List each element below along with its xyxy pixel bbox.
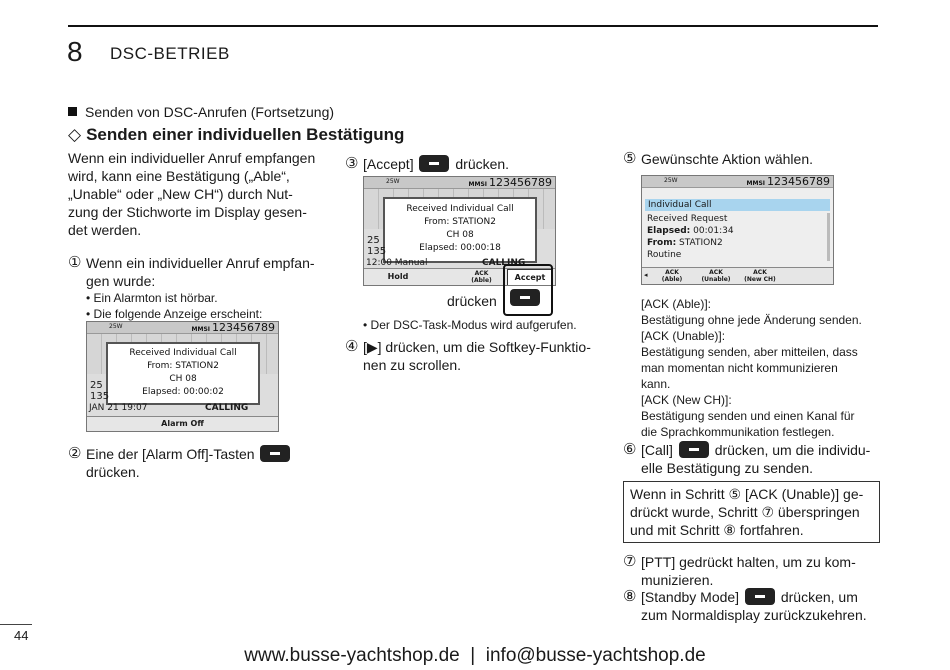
step-2-number: ② bbox=[68, 445, 82, 462]
square-bullet-icon bbox=[68, 107, 77, 116]
diamond-icon: ◇ bbox=[68, 125, 82, 144]
chapter-title: DSC-BETRIEB bbox=[110, 44, 230, 63]
accept-softkey[interactable]: Accept bbox=[507, 269, 553, 286]
minus-key-icon bbox=[745, 588, 775, 605]
step-3-number: ③ bbox=[345, 155, 359, 172]
minus-key-icon bbox=[679, 441, 709, 458]
step-4-text: [▶] drücken, um die Softkey-Funktio- nen zu scrollen. bbox=[363, 339, 591, 373]
step-3-note: • Der DSC-Task-Modus wird aufgerufen. bbox=[363, 318, 577, 332]
ack-definitions: [ACK (Able)]: Bestätigung ohne jede Änderung senden. [ACK (Unable)]: Bestätigung senden, aber mitteilen, dass man momentan nicht kommunizieren kann. [ACK (New CH)]: Bestätigung senden und einen Kanal für die Sprachkommunikation festlegen. bbox=[641, 297, 862, 439]
step-5-number: ⑤ bbox=[623, 150, 637, 167]
ack-able-softkey[interactable]: ACK (Able) bbox=[661, 269, 683, 283]
received-call-popup: Received Individual Call From: STATION2 CH 08 Elapsed: 00:00:02 bbox=[106, 342, 260, 405]
heading: ◇ Senden einer individuellen Bestätigung bbox=[68, 125, 405, 144]
ack-new-ch-softkey[interactable]: ACK (New CH) bbox=[744, 269, 776, 283]
ack-unable-softkey[interactable]: ACK (Unable) bbox=[701, 269, 731, 283]
radio-display-2: 25W MMSI 123456789 Received Individual Call From: STATION2 CH 08 Elapsed: 00:00:18 25 135 12:00 Manual CALLING Hold ACK (Able) Accept bbox=[363, 176, 556, 286]
section-title: Senden von DSC-Anrufen (Fortsetzung) bbox=[68, 104, 334, 120]
step-3-text: [Accept] drücken. bbox=[363, 156, 510, 172]
minus-key-icon bbox=[419, 155, 449, 172]
step-6-text: [Call] drücken, um die individu- elle Bestätigung zu senden. bbox=[641, 442, 871, 476]
press-label: drücken bbox=[447, 293, 497, 309]
step-1-text: Wenn ein individueller Anruf empfan- gen wurde: • Ein Alarmton ist hörbar. • Die folgende Anzeige erscheint: bbox=[86, 255, 315, 321]
radio-display-1: 25W MMSI 123456789 Received Individual Call From: STATION2 CH 08 Elapsed: 00:00:02 25 135 JAN 21 19:07 CALLING Alarm Off bbox=[86, 321, 279, 432]
scrollbar[interactable] bbox=[827, 213, 830, 261]
minus-key-icon bbox=[260, 445, 290, 462]
left-arrow-icon[interactable]: ◂ bbox=[644, 271, 648, 279]
footer-contact: www.busse-yachtshop.de | info@busse-yachtshop.de bbox=[244, 645, 706, 666]
chapter-number: 8 bbox=[67, 36, 83, 67]
page-number: 44 bbox=[14, 628, 29, 643]
step-7-number: ⑦ bbox=[623, 553, 637, 570]
step-4-number: ④ bbox=[345, 338, 359, 355]
step-5-text: Gewünschte Aktion wählen. bbox=[641, 151, 813, 167]
step-1-number: ① bbox=[68, 254, 82, 271]
note-box: Wenn in Schritt ⑤ [ACK (Unable)] ge- drückt wurde, Schritt ⑦ überspringen und mit Schritt ⑧ fortfahren. bbox=[623, 481, 880, 543]
step-6-number: ⑥ bbox=[623, 441, 637, 458]
ack-able-softkey[interactable]: ACK (Able) bbox=[471, 270, 492, 284]
step-2-text: Eine der [Alarm Off]-Tasten drücken. bbox=[86, 445, 336, 481]
header-rule bbox=[68, 25, 878, 27]
page-number-rule bbox=[0, 624, 32, 625]
step-7-text: [PTT] gedrückt halten, um zu kom- munizieren. bbox=[641, 554, 856, 588]
received-call-popup: Received Individual Call From: STATION2 CH 08 Elapsed: 00:00:18 bbox=[383, 197, 537, 263]
individual-call-title: Individual Call bbox=[645, 199, 830, 211]
step-8-text: [Standby Mode] drücken, um zum Normaldisplay zurückzukehren. bbox=[641, 589, 867, 623]
step-8-number: ⑧ bbox=[623, 588, 637, 605]
radio-display-3: 25W MMSI 123456789 Individual Call Received Request Elapsed: 00:01:34 From: STATION2 Routine ◂ ACK (Able) ACK (Unable) ACK (New CH) bbox=[641, 175, 834, 285]
intro-paragraph: Wenn ein individueller Anruf empfangen wird, kann eine Bestätigung („Able“, „Unable“ oder „New CH“) durch Nut- zung der Stichworte im Display gesen- det werden. bbox=[68, 150, 316, 238]
minus-key-icon bbox=[510, 289, 540, 306]
alarm-off-softkey[interactable]: Alarm Off bbox=[87, 416, 278, 431]
hold-softkey[interactable]: Hold bbox=[387, 272, 409, 281]
